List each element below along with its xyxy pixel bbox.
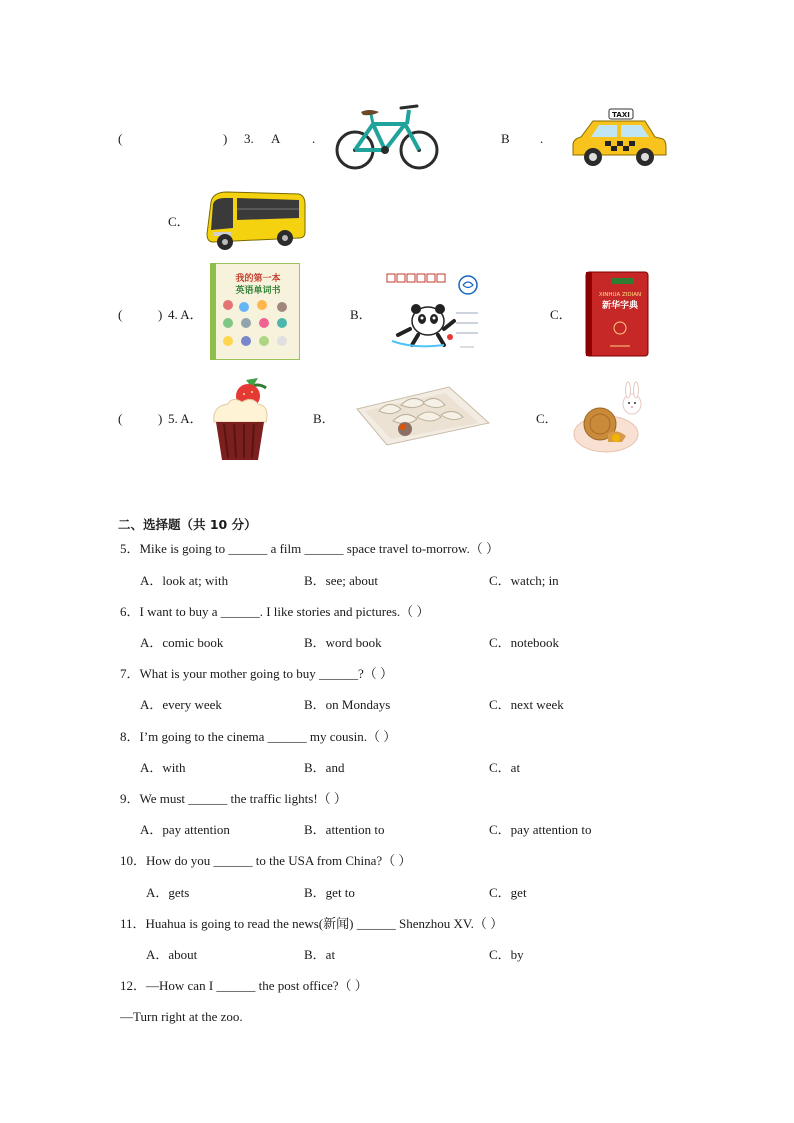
book-title-line1: 我的第一本 [235,274,281,284]
answer-line: —Turn right at the zoo. [120,1009,243,1024]
answer-paren-open-q5: ( [118,411,123,426]
question-number-4: 4. A． [168,307,203,322]
dictionary-pinyin: XINHUA ZIDIAN [598,292,642,298]
answer-option[interactable]: B．get to [304,885,355,900]
answer-option[interactable]: B．on Mondays [304,697,391,712]
option-b-label-q4: B． [350,307,372,322]
option-c-label-q4: C． [550,307,572,322]
answer-option[interactable]: B．word book [304,635,382,650]
option-b-label-q5: B． [313,411,335,426]
answer-option[interactable]: A．about [146,947,198,962]
answer-option[interactable]: A．every week [140,697,222,712]
word-book-image [210,263,300,360]
question-stem: 11．Huahua is going to read the news(新闻) ______ Shenzhou XV.（ ） [120,916,504,931]
answer-option[interactable]: B．see; about [304,573,379,588]
answer-option[interactable]: C．get [489,885,527,900]
answer-paren-close-q5: ) [158,411,163,426]
taxi-sign-text: TAXI [612,111,630,119]
answer-option[interactable]: C．pay attention to [489,822,592,837]
option-c-label-q3: C． [168,214,190,229]
question-stem: 10．How do you ______ to the USA from China?（ ） [120,853,412,868]
answer-option[interactable]: C．at [489,760,521,775]
answer-option[interactable]: A．with [140,760,186,775]
answer-option[interactable]: A．pay attention [140,822,230,837]
question-stem: 8．I’m going to the cinema ______ my cousin.（ ） [120,729,397,744]
cupcake-image [208,374,272,462]
option-b-dot-q3: . [540,131,544,146]
taxi-image [571,107,667,169]
answer-option[interactable]: C．watch; in [489,573,559,588]
question-stem: 12．—How can I ______ the post office?（ ） [120,978,368,993]
answer-option[interactable]: A．look at; with [140,573,229,588]
book-title-line2: 英语单词书 [235,286,281,296]
dumplings-image [353,385,491,447]
question-stem: 7．What is your mother going to buy ______?（ ） [120,666,393,681]
dictionary-image [584,270,650,358]
question-number-5-listening: 5. A． [168,411,203,426]
section-title: 二、选择题（共 10 分） [118,517,257,532]
postcard-content [384,271,480,353]
question-stem: 9．We must ______ the traffic lights!（ ） [120,791,347,806]
answer-paren-open-q4: ( [118,307,123,322]
question-number-3: 3. [244,131,254,146]
bus-image [203,188,307,254]
answer-option[interactable]: B．at [304,947,336,962]
option-a-dot-q3: . [312,131,316,146]
option-a-label-q3: A [271,131,281,146]
answer-option[interactable]: B．and [304,760,345,775]
answer-option[interactable]: B．attention to [304,822,385,837]
answer-paren-open-q3: ( [118,131,123,146]
answer-paren-close-q3: ) [223,131,228,146]
mooncake-image [570,380,646,456]
answer-option[interactable]: A．gets [146,885,190,900]
answer-option[interactable]: C．notebook [489,635,560,650]
question-stem: 5．Mike is going to ______ a film ______ space travel to-morrow.（ ） [120,541,499,556]
answer-option[interactable]: A．comic book [140,635,224,650]
option-b-label-q3: B [501,131,510,146]
bicycle-image [333,100,443,172]
question-stem: 6．I want to buy a ______. I like stories and pictures.（ ） [120,604,430,619]
option-c-label-q5: C． [536,411,558,426]
dictionary-title: 新华字典 [601,301,639,311]
answer-option[interactable]: C．by [489,947,524,962]
answer-paren-close-q4: ) [158,307,163,322]
answer-option[interactable]: C．next week [489,697,564,712]
